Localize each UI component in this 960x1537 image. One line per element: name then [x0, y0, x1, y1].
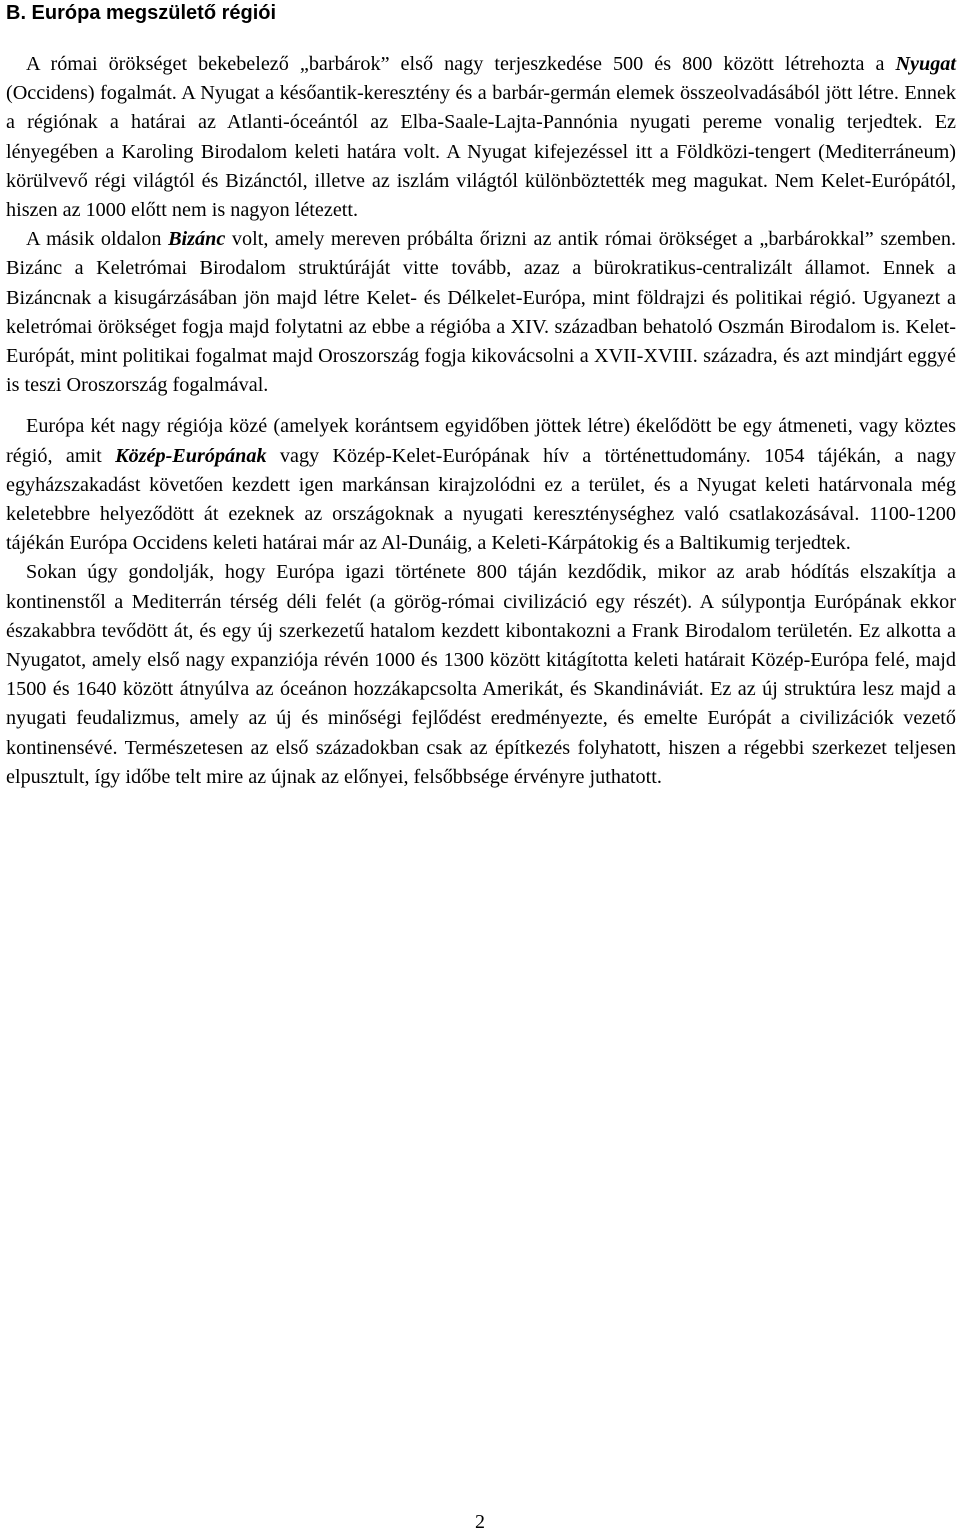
paragraph-text: A római örökséget bekebelező „barbárok” első nagy terjeszkedése 500 és 800 között létrehozta a	[26, 53, 896, 75]
page-number: 2	[475, 1511, 485, 1533]
paragraph-europa-tortenete	[6, 558, 956, 792]
paragraph-text: volt, amely mereven próbálta őrizni az antik római örökséget a „barbárokkal” szemben. Bizánc a Keletrómai Birodalom struktúráját vitte tovább, azaz a bürokratikus-centralizált államot. Ennek a Bizáncnak a kisugárzásában jön majd létre Kelet- és Délkelet-Európa, mint földrajzi és politikai régió. Ugyanezt a keletrómai örökséget fogja majd folytatni az ebbe a régióba a XIV. században behatoló Oszmán Birodalom is. Kelet-Európát, mint politikai fogalmat majd Oroszország fogja kikovácsolni a XVII-XVIII. századra, és azt mindjárt eggyé is teszi Oroszország fogalmával.	[6, 228, 956, 397]
emphasis-term: Bizánc	[168, 228, 226, 251]
paragraph-bizanc	[6, 225, 956, 400]
paragraph-kozep-europa	[6, 412, 956, 558]
section-heading: B. Európa megszülető régiói	[6, 2, 277, 24]
body-text	[6, 50, 956, 792]
emphasis-term: Nyugat	[895, 53, 956, 75]
paragraph-nyugat	[6, 50, 956, 225]
paragraph-text: Európa két nagy régiója közé (amelyek korántsem egyidőben jöttek létre) ékelődött be egy átmeneti, vagy köztes régió, amit	[6, 415, 956, 467]
emphasis-term: Közép-Európának	[115, 444, 267, 467]
paragraph-text: A másik oldalon	[26, 228, 169, 251]
paragraph-text: vagy Közép-Kelet-Európának hív a történettudomány. 1054 tájékán, a nagy egyházszakadást követően kezdett igen markánsan kirajzolódni ez a terület, és a Nyugat keleti határvonala még keletebbre helyeződött át ezeknek az országoknak a nyugati kereszténységhez való csatlakozásával. 1100-1200 tájékán Európa Occidens keleti határai már az Al-Dunáig, a Keleti-Kárpátokig és a Baltikumig terjedtek.	[6, 444, 956, 555]
paragraph-text: (Occidens) fogalmát. A Nyugat a későantik-keresztény és a barbár-germán elemek összeolvadásából jött létre. Ennek a régiónak a határai az Atlanti-óceántól az Elba-Saale-Lajta-Pannónia nyugati pereme vonalig terjedtek. Ez lényegében a Karoling Birodalom keleti határa volt. A Nyugat kifejezéssel itt a Földközi-tengert (Mediterráneum) körülvevő régi világtól és Bizánctól, illetve az iszlám világtól különböztették meg magukat. Nem Kelet-Európától, hiszen az 1000 előtt nem is nagyon létezett.	[6, 82, 956, 222]
paragraph-text: Sokan úgy gondolják, hogy Európa igazi története 800 táján kezdődik, mikor az arab hódítás elszakítja a kontinenstől a Mediterrán térség déli felét (a görög-római civilizáció egy részét). A súlypontja Európának ekkor északabbra tevődött át, és egy új szerkezetű hatalom kezdett kibontakozni a Frank Birodalom területén. Ez alkotta a Nyugatot, amely első nagy expanziója révén 1000 és 1300 között kitágította keleti határait Közép-Európa felé, majd 1500 és 1640 között átnyúlva az óceánon hozzákapcsolta Amerikát, és Skandináviát. Ez az új struktúra lesz majd a nyugati feudalizmus, amely az új és minőségi fejlődést eredményezte, és emelte Európát a civilizációk vezető kontinensévé. Természetesen az első századokban csak az építkezés folyhatott, hiszen a régebbi szerkezet teljesen elpusztult, így időbe telt mire az újnak az előnyei, felsőbbsége érvényre juthatott.	[6, 561, 956, 788]
